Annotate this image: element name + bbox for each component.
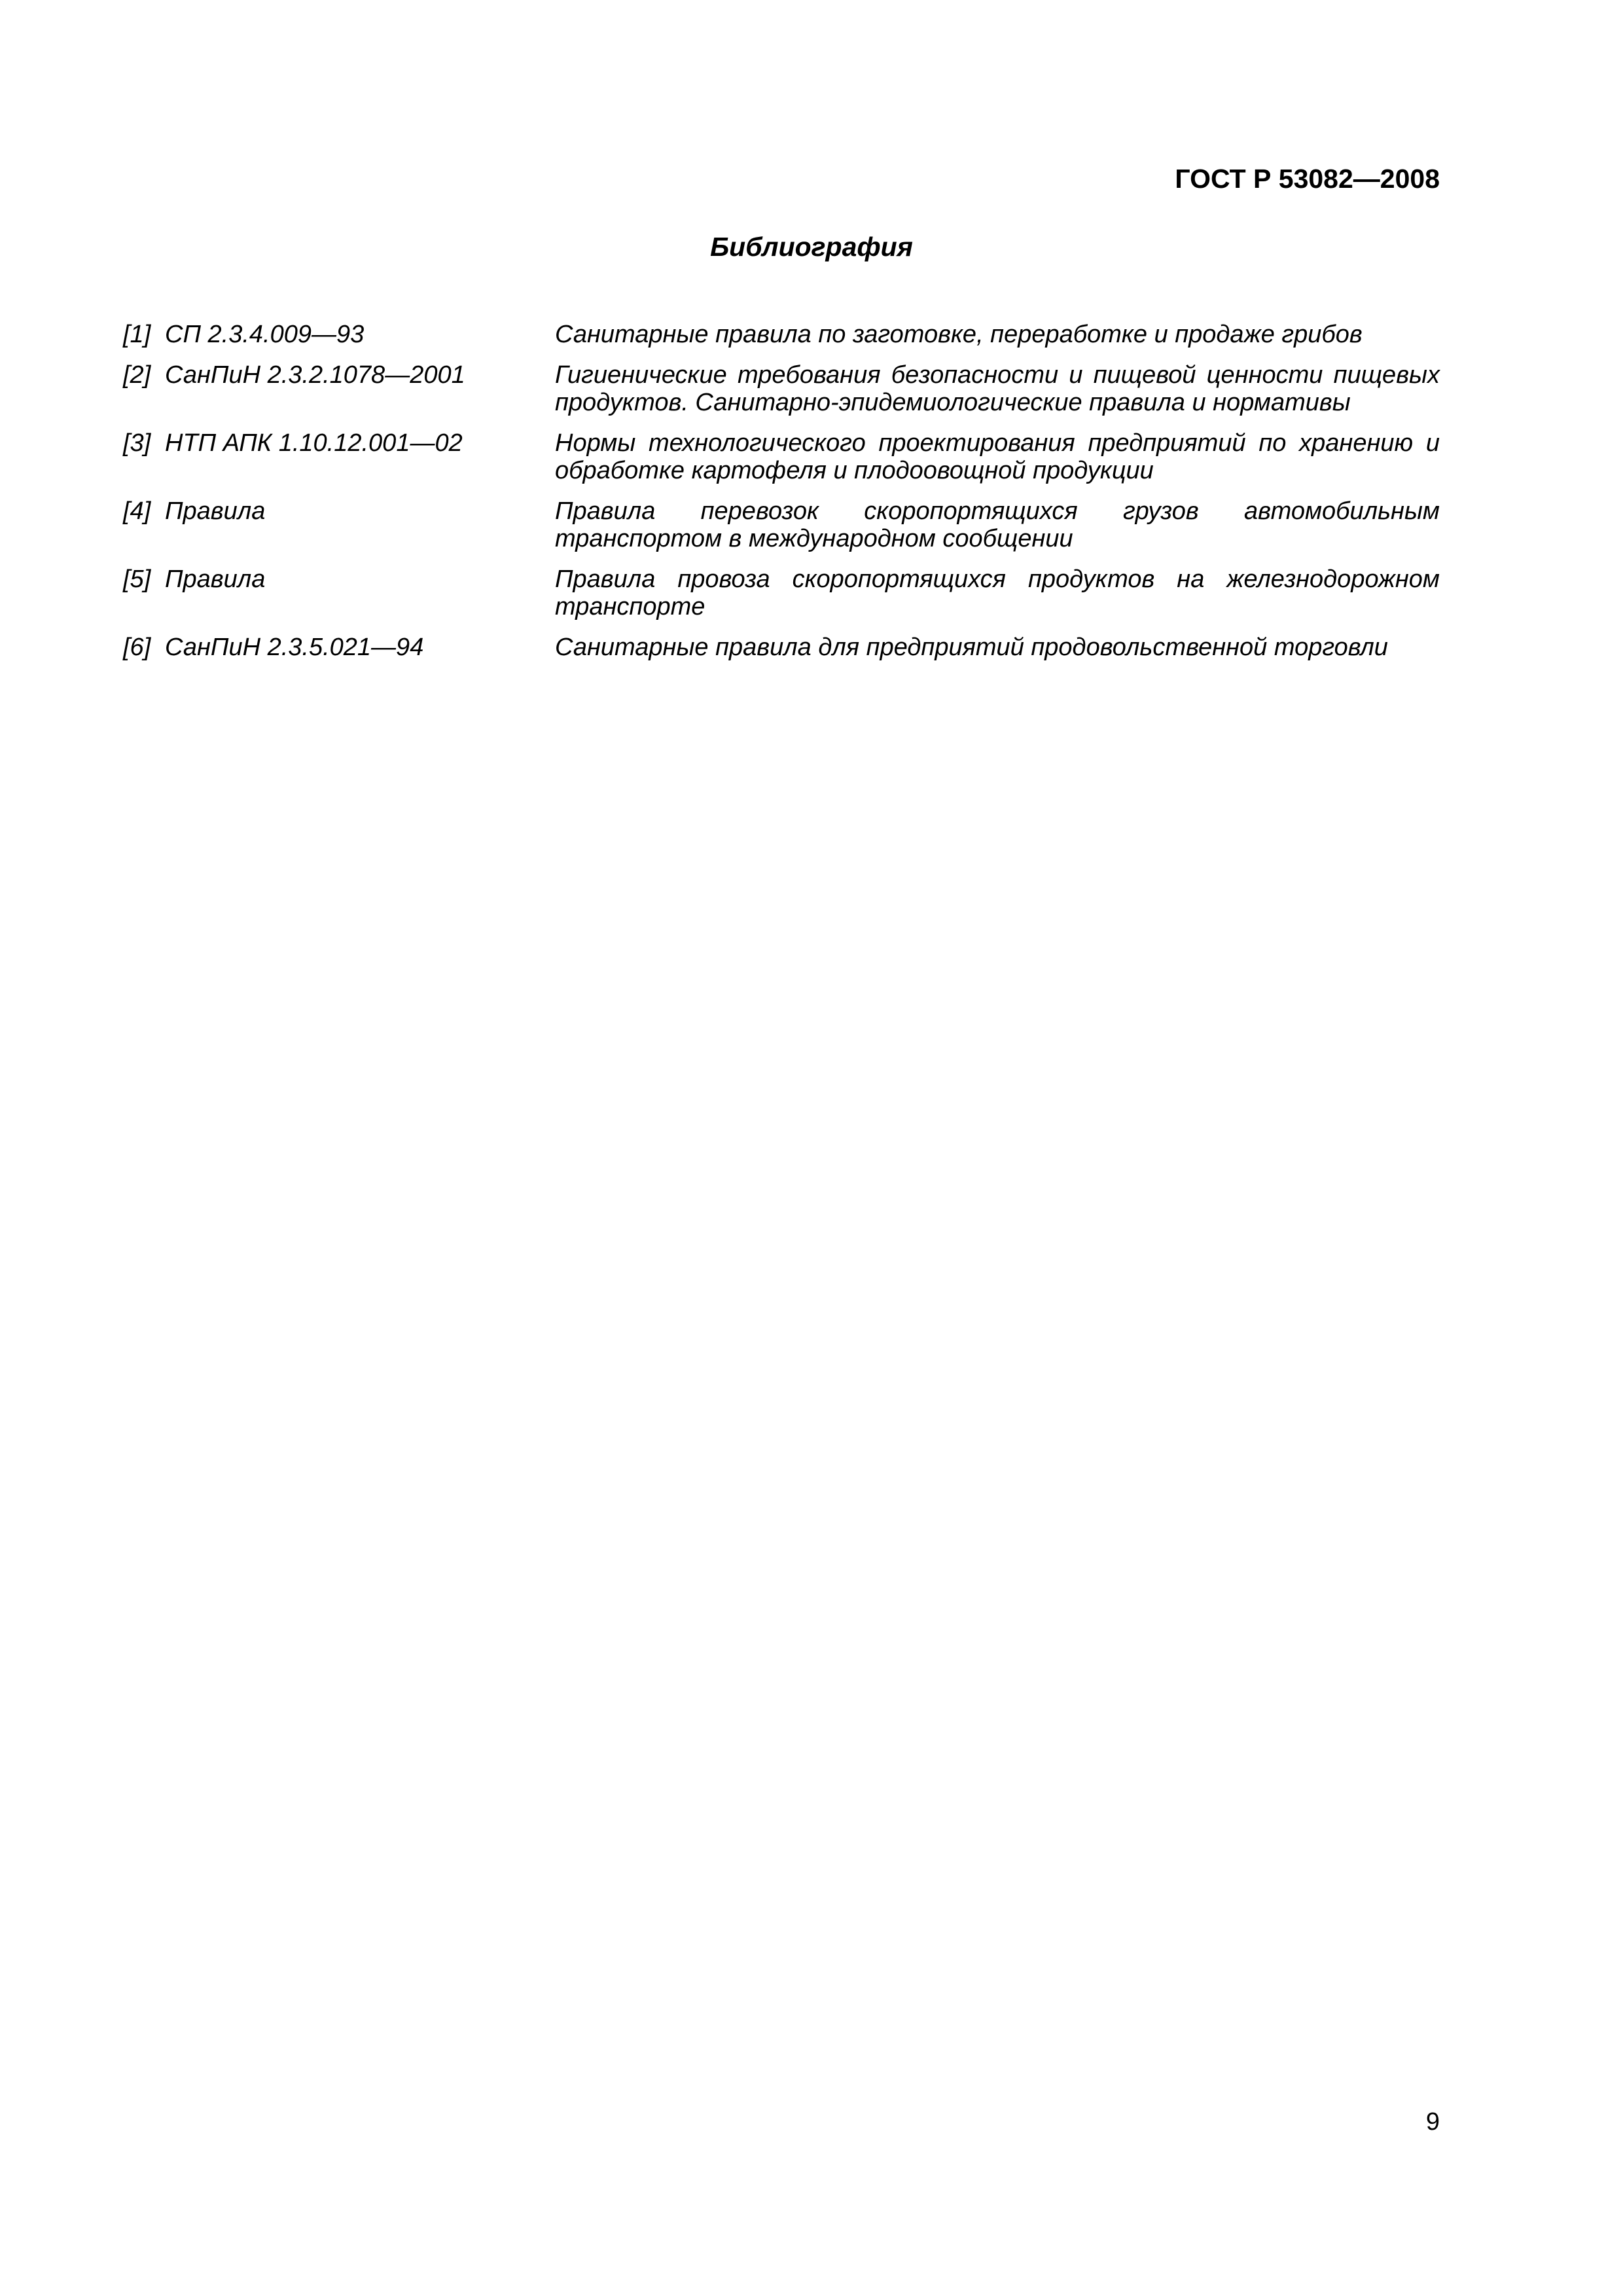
entry-description: Гигиенические требования безопасности и пищевой ценности пищевых продуктов. Санитарно-эпидемиологические правила и нормативы: [555, 361, 1440, 416]
document-code-header: ГОСТ Р 53082—2008: [1175, 164, 1440, 194]
entry-number: [1]: [123, 321, 151, 348]
entry-description: Правила перевозок скоропортящихся грузов автомобильным транспортом в международном сообщении: [555, 497, 1440, 552]
entry-description: Правила провоза скоропортящихся продуктов на железнодорожном транспорте: [555, 565, 1440, 620]
bibliography-list: [123, 321, 1440, 674]
entry-number: [4]: [123, 497, 151, 525]
bibliography-entry-5: [123, 565, 1440, 620]
bibliography-entry-6: [123, 634, 1440, 661]
entry-number: [2]: [123, 361, 151, 389]
entry-code: СанПиН 2.3.5.021—94: [165, 634, 424, 661]
entry-number: [6]: [123, 634, 151, 661]
bibliography-entry-2: [123, 361, 1440, 416]
entry-code: СанПиН 2.3.2.1078—2001: [165, 361, 465, 389]
entry-code: СП 2.3.4.009—93: [165, 321, 365, 348]
bibliography-entry-4: [123, 497, 1440, 552]
bibliography-entry-1: [123, 321, 1440, 348]
entry-code: Правила: [165, 565, 266, 593]
entry-description: Санитарные правила по заготовке, переработке и продаже грибов: [555, 321, 1363, 348]
entry-code: Правила: [165, 497, 266, 525]
section-title: Библиография: [710, 232, 913, 262]
entry-number: [5]: [123, 565, 151, 593]
entry-number: [3]: [123, 429, 151, 457]
entry-code: НТП АПК 1.10.12.001—02: [165, 429, 463, 457]
page-number: 9: [1425, 2108, 1440, 2136]
entry-description: Нормы технологического проектирования предприятий по хранению и обработке картофеля и плодоовощной продукции: [555, 429, 1440, 484]
entry-description: Санитарные правила для предприятий продовольственной торговли: [555, 634, 1388, 661]
bibliography-entry-3: [123, 429, 1440, 484]
